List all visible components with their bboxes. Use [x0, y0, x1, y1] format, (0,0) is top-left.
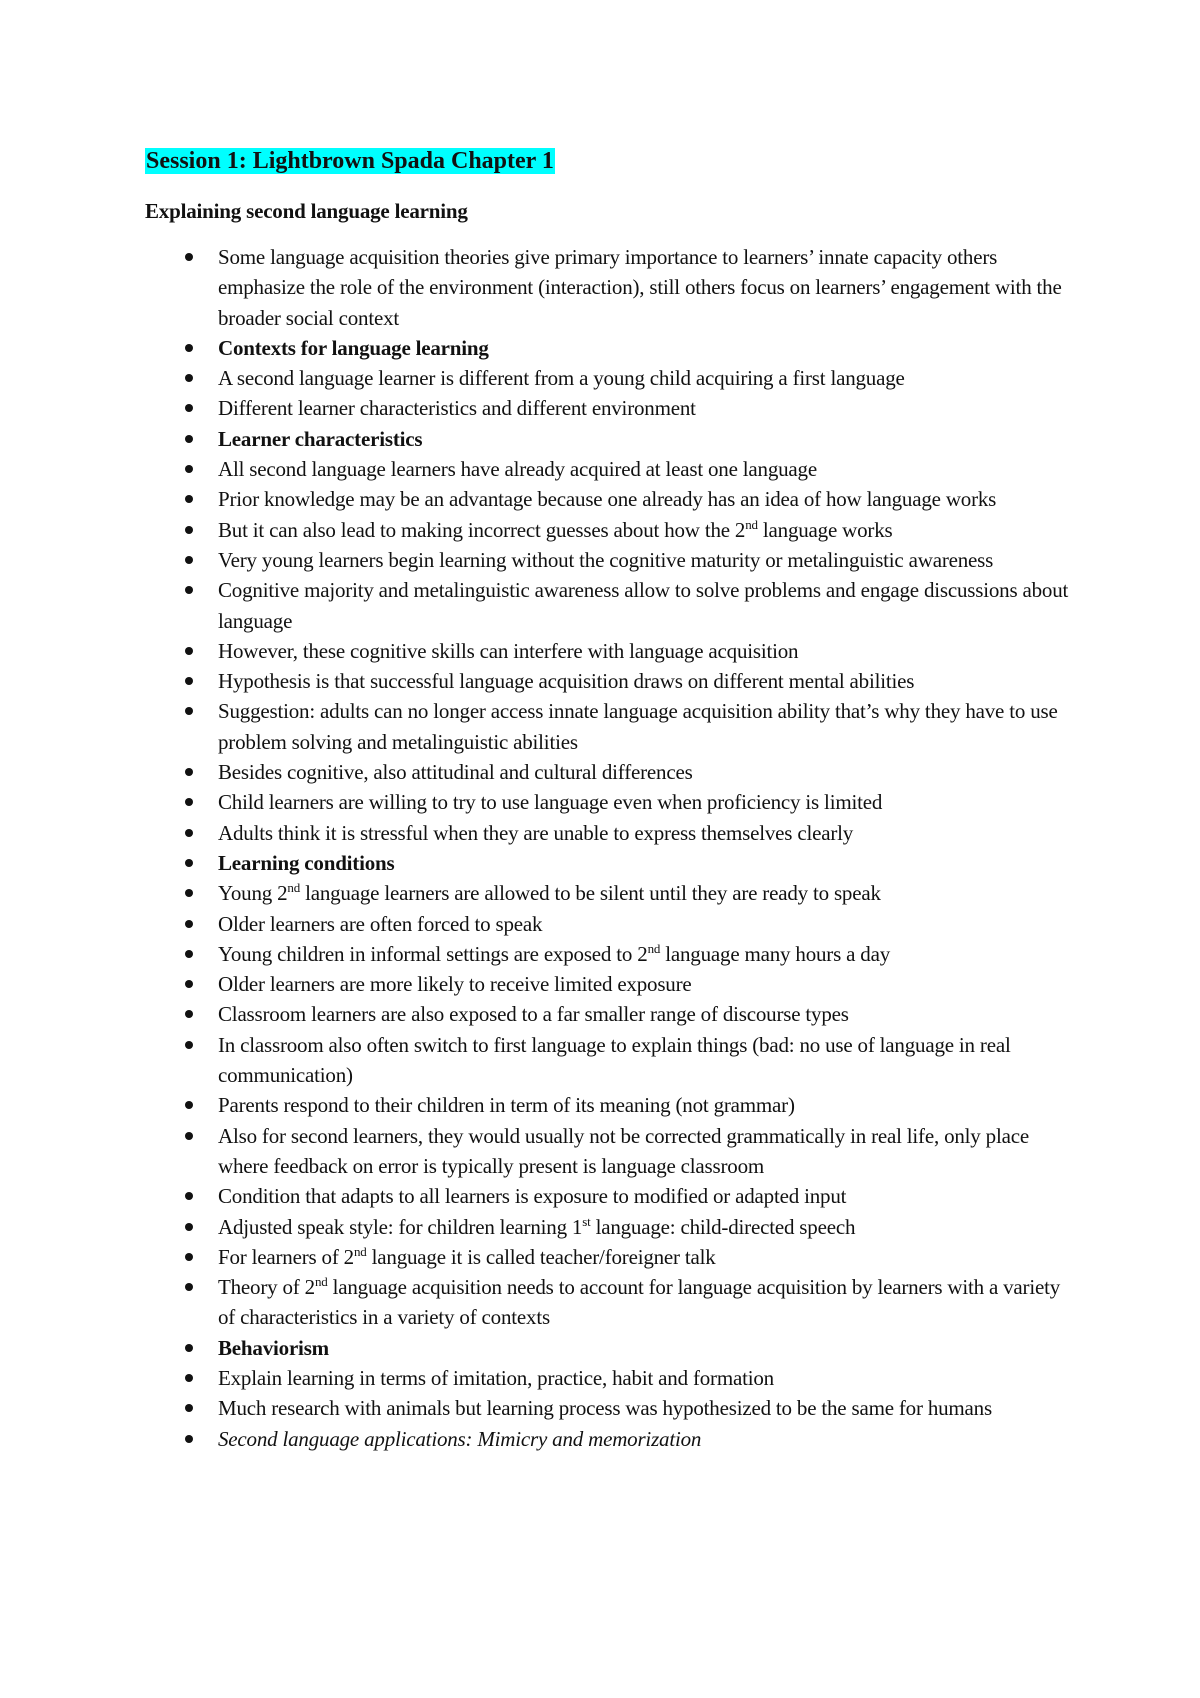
bullet-text-segment: Very young learners begin learning without the cognitive maturity or metalinguistic awareness [218, 547, 994, 572]
bullet-text-segment: Older learners are more likely to receive limited exposure [218, 972, 692, 997]
bullet-text [218, 548, 993, 572]
bullet-dot-icon [185, 556, 193, 564]
bullet-item [145, 363, 1075, 393]
bullet-text [218, 1366, 774, 1390]
bullet-text [218, 487, 996, 511]
bullet-dot-icon [185, 465, 193, 473]
section-heading: Explaining second language learning [145, 199, 468, 223]
bullet-text [218, 518, 892, 542]
bullet-dot-icon [185, 495, 193, 503]
bullet-item [145, 1212, 1075, 1242]
ordinal-superscript: nd [647, 940, 661, 956]
bullet-text-segment: Also for second learners, they would usually not be corrected grammatically in real life, only place where feedback on error is typically present is language classroom [218, 1123, 1029, 1178]
bullet-dot-icon [185, 1374, 193, 1382]
bullet-text-segment: Different learner characteristics and different environment [218, 396, 696, 421]
bullet-text-segment: Parents respond to their children in term of its meaning (not grammar) [218, 1093, 795, 1118]
bullet-text [218, 366, 905, 390]
bullet-item [145, 484, 1075, 514]
bullet-text-segment: Young children in informal settings are exposed to 2 [218, 941, 648, 966]
bullet-dot-icon [185, 647, 193, 655]
bullet-text-segment: Cognitive majority and metalinguistic awareness allow to solve problems and engage discussions about language [218, 578, 1069, 633]
bullet-text-segment: Condition that adapts to all learners is exposure to modified or adapted input [218, 1184, 847, 1209]
bullet-item [145, 454, 1075, 484]
bullet-dot-icon [185, 859, 193, 867]
bullet-dot-icon [185, 435, 193, 443]
bullet-dot-icon [185, 404, 193, 412]
bullet-item [145, 878, 1075, 908]
bullet-text-segment: language learners are allowed to be silent until they are ready to speak [300, 881, 881, 906]
bullet-item [145, 666, 1075, 696]
bullet-dot-icon [185, 1041, 193, 1049]
bullet-item [145, 1333, 1075, 1363]
bullet-text [218, 578, 1068, 632]
bullet-dot-icon [185, 1010, 193, 1018]
session-title-highlight: Session 1: Lightbrown Spada Chapter 1 [146, 148, 554, 174]
bullet-item [145, 424, 1075, 454]
bullet-dot-icon [185, 586, 193, 594]
bullet-dot-icon [185, 1192, 193, 1200]
bullet-text-segment: Besides cognitive, also attitudinal and cultural differences [218, 760, 693, 785]
bullet-text [218, 1336, 329, 1360]
bullet-item [145, 1424, 1075, 1454]
bullet-dot-icon [185, 889, 193, 897]
bullet-text [218, 972, 692, 996]
ordinal-superscript: st [582, 1213, 591, 1229]
bullet-text [218, 1396, 992, 1420]
bullet-text-segment: Classroom learners are also exposed to a far smaller range of discourse types [218, 1002, 849, 1027]
bullet-text [218, 669, 914, 693]
bullet-text-segment: Theory of 2 [218, 1275, 315, 1300]
bullet-dot-icon [185, 980, 193, 988]
bullet-item [145, 575, 1075, 636]
bullet-item [145, 696, 1075, 757]
bullet-text-segment: language works [757, 517, 893, 542]
bullet-dot-icon [185, 677, 193, 685]
bullet-text [218, 245, 1062, 330]
bullet-dot-icon [185, 1344, 193, 1352]
bullet-item [145, 515, 1075, 545]
bullet-text [218, 1124, 1029, 1178]
bullet-text-segment: Much research with animals but learning process was hypothesized to be the same for humans [218, 1396, 992, 1421]
bullet-text-segment: Learner characteristics [218, 426, 423, 451]
bullet-text [218, 821, 853, 845]
bullet-text [218, 912, 542, 936]
bullet-item [145, 242, 1075, 333]
bullet-item [145, 939, 1075, 969]
session-title [145, 146, 555, 176]
bullet-item [145, 1181, 1075, 1211]
bullet-text-segment: language many hours a day [660, 941, 890, 966]
bullet-item [145, 848, 1075, 878]
bullet-text-segment: language: child-directed speech [590, 1214, 856, 1239]
bullet-text-segment: Child learners are willing to try to use language even when proficiency is limited [218, 790, 883, 815]
bullet-text-segment: A second language learner is different from a young child acquiring a first language [218, 366, 905, 391]
bullet-text-segment: Contexts for language learning [218, 335, 489, 360]
bullet-text-segment: However, these cognitive skills can interfere with language acquisition [218, 638, 799, 663]
bullet-dot-icon [185, 253, 193, 261]
bullet-text [218, 1427, 701, 1451]
bullet-text [218, 427, 422, 451]
bullet-item [145, 1272, 1075, 1333]
bullet-text [218, 1245, 716, 1269]
bullet-dot-icon [185, 768, 193, 776]
bullet-text-segment: For learners of 2 [218, 1244, 354, 1269]
bullet-list [145, 242, 1075, 1454]
bullet-dot-icon [185, 1223, 193, 1231]
bullet-text-segment: Suggestion: adults can no longer access innate language acquisition ability that’s why they have to use problem solving and metalinguistic abilities [218, 699, 1058, 754]
bullet-item [145, 1030, 1075, 1091]
bullet-dot-icon [185, 707, 193, 715]
bullet-dot-icon [185, 1283, 193, 1291]
bullet-item [145, 757, 1075, 787]
bullet-text [218, 1215, 855, 1239]
bullet-item [145, 818, 1075, 848]
bullet-item [145, 909, 1075, 939]
ordinal-superscript: nd [314, 1274, 328, 1290]
bullet-item [145, 999, 1075, 1029]
bullet-text-segment: Second language applications: Mimicry and memorization [218, 1426, 702, 1451]
bullet-text [218, 396, 696, 420]
bullet-text [218, 790, 882, 814]
bullet-item [145, 969, 1075, 999]
ordinal-superscript: nd [287, 880, 301, 896]
bullet-text-segment: Some language acquisition theories give primary importance to learners’ innate capacity others emphasize the role of the environment (interaction), still others focus on learners’ engagement with the broader social context [218, 245, 1062, 330]
bullet-text [218, 457, 817, 481]
bullet-text [218, 1002, 849, 1026]
bullet-text-segment: Adults think it is stressful when they are unable to express themselves clearly [218, 820, 854, 845]
bullet-item [145, 1090, 1075, 1120]
bullet-dot-icon [185, 374, 193, 382]
bullet-text [218, 699, 1058, 753]
bullet-text-segment: In classroom also often switch to first language to explain things (bad: no use of language in real communication) [218, 1032, 1011, 1088]
ordinal-superscript: nd [353, 1243, 367, 1259]
bullet-dot-icon [185, 920, 193, 928]
bullet-item [145, 787, 1075, 817]
bullet-text [218, 851, 394, 875]
bullet-text-segment: Young 2 [218, 881, 288, 906]
bullet-dot-icon [185, 1253, 193, 1261]
bullet-text [218, 639, 798, 663]
bullet-dot-icon [185, 526, 193, 534]
bullet-item [145, 1242, 1075, 1272]
bullet-text [218, 881, 881, 905]
bullet-text [218, 1093, 795, 1117]
bullet-dot-icon [185, 950, 193, 958]
bullet-item [145, 1393, 1075, 1423]
ordinal-superscript: nd [745, 516, 758, 532]
bullet-text [218, 1033, 1011, 1087]
bullet-item [145, 1363, 1075, 1393]
bullet-text [218, 942, 890, 966]
bullet-dot-icon [185, 798, 193, 806]
bullet-text-segment: But it can also lead to making incorrect guesses about how the 2 [218, 517, 746, 542]
bullet-text-segment: language acquisition needs to account for language acquisition by learners with a variety of characteristics in a variety of contexts [218, 1275, 1061, 1330]
bullet-text-segment: language it is called teacher/foreigner talk [366, 1244, 716, 1269]
bullet-text-segment: Hypothesis is that successful language acquisition draws on different mental abilities [218, 669, 915, 694]
bullet-item [145, 636, 1075, 666]
bullet-item [145, 333, 1075, 363]
bullet-item [145, 1121, 1075, 1182]
bullet-dot-icon [185, 1404, 193, 1412]
bullet-text-segment: All second language learners have already acquired at least one language [218, 457, 817, 482]
bullet-text-segment: Learning conditions [218, 850, 395, 875]
bullet-text-segment: Adjusted speak style: for children learning 1 [218, 1214, 583, 1239]
bullet-dot-icon [185, 829, 193, 837]
bullet-dot-icon [185, 1435, 193, 1443]
bullet-text-segment: Prior knowledge may be an advantage because one already has an idea of how language works [218, 487, 997, 512]
bullet-dot-icon [185, 1101, 193, 1109]
bullet-text-segment: Older learners are often forced to speak [218, 911, 543, 936]
bullet-text [218, 760, 693, 784]
bullet-item [145, 545, 1075, 575]
bullet-item [145, 393, 1075, 423]
bullet-text-segment: Behaviorism [218, 1335, 329, 1360]
bullet-text-segment: Explain learning in terms of imitation, practice, habit and formation [218, 1365, 774, 1390]
bullet-dot-icon [185, 1132, 193, 1140]
bullet-dot-icon [185, 344, 193, 352]
bullet-text [218, 336, 489, 360]
bullet-text [218, 1275, 1060, 1329]
bullet-text [218, 1184, 846, 1208]
